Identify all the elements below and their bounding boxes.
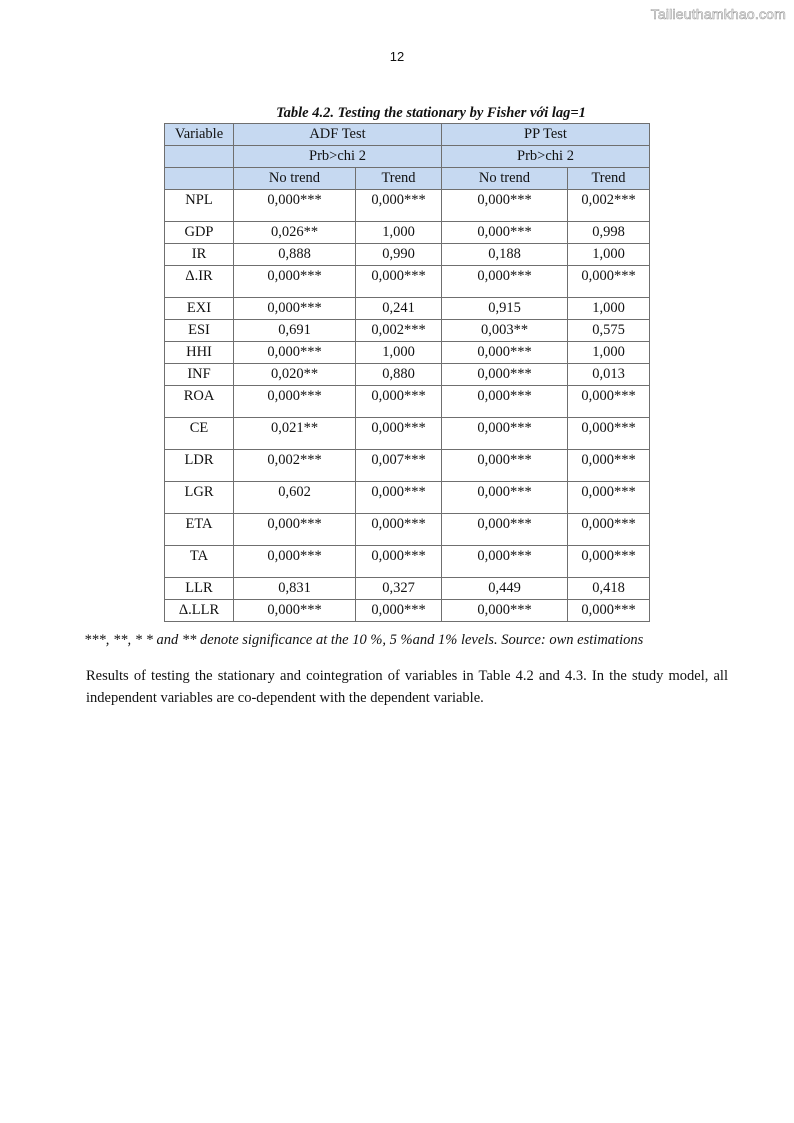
cell-variable: TA bbox=[165, 546, 234, 578]
cell-adf-no-trend: 0,602 bbox=[234, 482, 356, 514]
cell-adf-no-trend: 0,000*** bbox=[234, 546, 356, 578]
cell-pp-no-trend: 0,000*** bbox=[442, 482, 568, 514]
cell-pp-trend: 0,000*** bbox=[568, 266, 650, 298]
cell-adf-no-trend: 0,020** bbox=[234, 364, 356, 386]
cell-variable: ESI bbox=[165, 320, 234, 342]
cell-variable: INF bbox=[165, 364, 234, 386]
cell-adf-no-trend: 0,000*** bbox=[234, 190, 356, 222]
cell-pp-trend: 0,418 bbox=[568, 578, 650, 600]
cell-adf-no-trend: 0,026** bbox=[234, 222, 356, 244]
cell-pp-trend: 0,000*** bbox=[568, 482, 650, 514]
cell-pp-trend: 0,000*** bbox=[568, 514, 650, 546]
cell-adf-trend: 0,000*** bbox=[356, 482, 442, 514]
cell-variable: LGR bbox=[165, 482, 234, 514]
header-variable: Variable bbox=[165, 124, 234, 146]
cell-adf-no-trend: 0,831 bbox=[234, 578, 356, 600]
cell-pp-no-trend: 0,000*** bbox=[442, 418, 568, 450]
cell-pp-no-trend: 0,915 bbox=[442, 298, 568, 320]
cell-adf-trend: 1,000 bbox=[356, 222, 442, 244]
cell-pp-no-trend: 0,000*** bbox=[442, 190, 568, 222]
cell-variable: ROA bbox=[165, 386, 234, 418]
cell-pp-trend: 0,002*** bbox=[568, 190, 650, 222]
cell-pp-trend: 0,000*** bbox=[568, 600, 650, 622]
header-pp-test: PP Test bbox=[442, 124, 650, 146]
table-row bbox=[165, 578, 650, 600]
watermark: Tailieuthamkhao.com bbox=[650, 6, 786, 22]
cell-pp-trend: 0,000*** bbox=[568, 450, 650, 482]
table-row bbox=[165, 514, 650, 546]
table-row bbox=[165, 364, 650, 386]
cell-adf-trend: 0,007*** bbox=[356, 450, 442, 482]
cell-adf-trend: 0,002*** bbox=[356, 320, 442, 342]
header-row-prob bbox=[165, 146, 650, 168]
cell-adf-trend: 0,000*** bbox=[356, 600, 442, 622]
stationarity-table bbox=[164, 123, 650, 622]
cell-variable: LDR bbox=[165, 450, 234, 482]
cell-pp-trend: 0,000*** bbox=[568, 418, 650, 450]
table-row bbox=[165, 320, 650, 342]
cell-variable: EXI bbox=[165, 298, 234, 320]
cell-variable: GDP bbox=[165, 222, 234, 244]
header-adf-prob: Prb>chi 2 bbox=[234, 146, 442, 168]
page-number: 12 bbox=[389, 49, 405, 64]
cell-adf-no-trend: 0,000*** bbox=[234, 386, 356, 418]
cell-adf-trend: 0,000*** bbox=[356, 514, 442, 546]
header-adf-no-trend: No trend bbox=[234, 168, 356, 190]
cell-adf-no-trend: 0,002*** bbox=[234, 450, 356, 482]
cell-adf-no-trend: 0,000*** bbox=[234, 514, 356, 546]
table-row bbox=[165, 546, 650, 578]
cell-pp-trend: 0,575 bbox=[568, 320, 650, 342]
cell-pp-no-trend: 0,188 bbox=[442, 244, 568, 266]
cell-adf-no-trend: 0,021** bbox=[234, 418, 356, 450]
cell-pp-no-trend: 0,000*** bbox=[442, 342, 568, 364]
cell-adf-trend: 0,990 bbox=[356, 244, 442, 266]
cell-adf-no-trend: 0,691 bbox=[234, 320, 356, 342]
cell-adf-no-trend: 0,888 bbox=[234, 244, 356, 266]
table-row bbox=[165, 418, 650, 450]
cell-adf-trend: 0,000*** bbox=[356, 546, 442, 578]
results-paragraph: Results of testing the stationary and cointegration of variables in Table 4.2 and 4.3. In the study model, all independent variables are co-dependent with the dependent variable. bbox=[86, 668, 728, 706]
cell-adf-trend: 0,000*** bbox=[356, 386, 442, 418]
cell-pp-trend: 1,000 bbox=[568, 342, 650, 364]
cell-pp-no-trend: 0,000*** bbox=[442, 386, 568, 418]
header-adf-trend: Trend bbox=[356, 168, 442, 190]
cell-pp-no-trend: 0,003** bbox=[442, 320, 568, 342]
table-body bbox=[165, 190, 650, 622]
header-row-tests bbox=[165, 124, 650, 146]
cell-adf-trend: 0,000*** bbox=[356, 418, 442, 450]
cell-pp-no-trend: 0,000*** bbox=[442, 266, 568, 298]
header-empty bbox=[165, 168, 234, 190]
cell-pp-no-trend: 0,000*** bbox=[442, 546, 568, 578]
cell-variable: LLR bbox=[165, 578, 234, 600]
cell-adf-no-trend: 0,000*** bbox=[234, 298, 356, 320]
cell-pp-no-trend: 0,000*** bbox=[442, 450, 568, 482]
table-row bbox=[165, 600, 650, 622]
cell-adf-trend: 0,241 bbox=[356, 298, 442, 320]
cell-adf-no-trend: 0,000*** bbox=[234, 600, 356, 622]
header-empty bbox=[165, 146, 234, 168]
header-adf-test: ADF Test bbox=[234, 124, 442, 146]
cell-pp-trend: 1,000 bbox=[568, 298, 650, 320]
cell-adf-trend: 0,880 bbox=[356, 364, 442, 386]
cell-adf-trend: 1,000 bbox=[356, 342, 442, 364]
cell-adf-trend: 0,327 bbox=[356, 578, 442, 600]
cell-pp-no-trend: 0,000*** bbox=[442, 364, 568, 386]
table-row bbox=[165, 450, 650, 482]
cell-pp-no-trend: 0,000*** bbox=[442, 222, 568, 244]
cell-pp-no-trend: 0,000*** bbox=[442, 600, 568, 622]
table-row bbox=[165, 342, 650, 364]
table-row bbox=[165, 244, 650, 266]
table-row bbox=[165, 190, 650, 222]
table-row bbox=[165, 386, 650, 418]
cell-variable: ETA bbox=[165, 514, 234, 546]
cell-adf-trend: 0,000*** bbox=[356, 190, 442, 222]
significance-note: ***, **, * * and ** denote significance at the 10 %, 5 %and 1% levels. Source: own estimations bbox=[84, 632, 644, 648]
table-caption: Table 4.2. Testing the stationary by Fisher với lag=1 bbox=[276, 105, 586, 121]
cell-variable: CE bbox=[165, 418, 234, 450]
cell-variable: HHI bbox=[165, 342, 234, 364]
cell-pp-trend: 0,000*** bbox=[568, 386, 650, 418]
table-row bbox=[165, 222, 650, 244]
cell-variable: Δ.LLR bbox=[165, 600, 234, 622]
header-pp-prob: Prb>chi 2 bbox=[442, 146, 650, 168]
cell-adf-trend: 0,000*** bbox=[356, 266, 442, 298]
cell-pp-trend: 0,000*** bbox=[568, 546, 650, 578]
cell-variable: NPL bbox=[165, 190, 234, 222]
cell-pp-no-trend: 0,449 bbox=[442, 578, 568, 600]
cell-variable: IR bbox=[165, 244, 234, 266]
cell-pp-no-trend: 0,000*** bbox=[442, 514, 568, 546]
header-row-trend bbox=[165, 168, 650, 190]
table-row bbox=[165, 482, 650, 514]
table-row bbox=[165, 266, 650, 298]
cell-pp-trend: 0,998 bbox=[568, 222, 650, 244]
header-pp-no-trend: No trend bbox=[442, 168, 568, 190]
cell-pp-trend: 0,013 bbox=[568, 364, 650, 386]
cell-pp-trend: 1,000 bbox=[568, 244, 650, 266]
header-pp-trend: Trend bbox=[568, 168, 650, 190]
table-row bbox=[165, 298, 650, 320]
cell-adf-no-trend: 0,000*** bbox=[234, 342, 356, 364]
cell-adf-no-trend: 0,000*** bbox=[234, 266, 356, 298]
cell-variable: Δ.IR bbox=[165, 266, 234, 298]
